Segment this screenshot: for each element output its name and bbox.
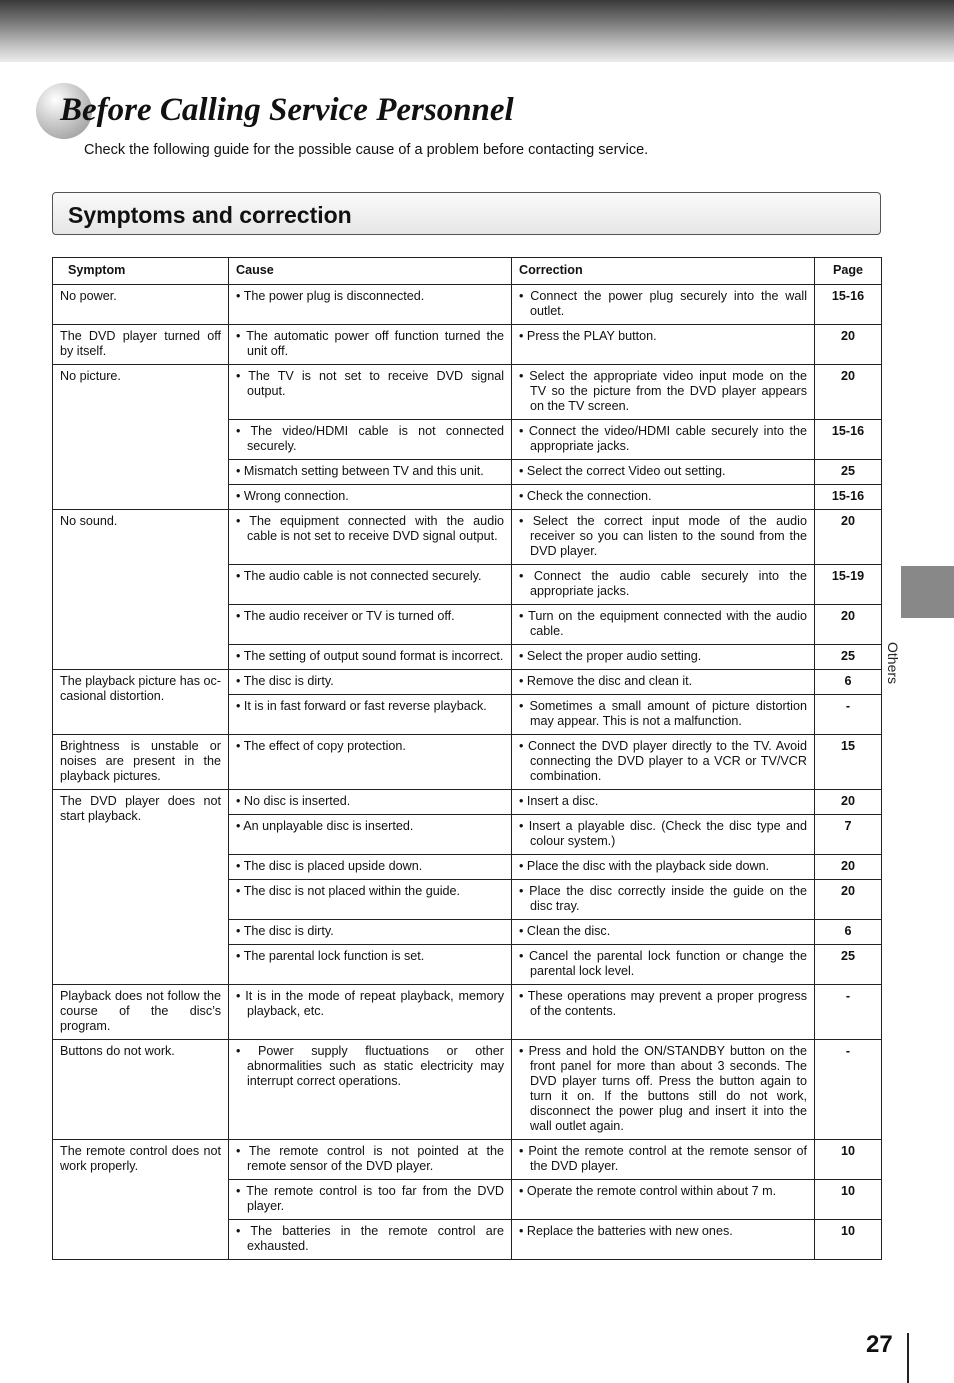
correction-text: • Insert a playable disc. (Check the disc type and colour system.): [519, 819, 807, 849]
cause-text: • The batteries in the remote control are exhausted.: [236, 1224, 504, 1254]
page-ref-cell: 15-16: [815, 485, 882, 510]
correction-cell: [512, 605, 815, 645]
cause-cell: [229, 420, 512, 460]
cause-cell: [229, 855, 512, 880]
correction-cell: [512, 695, 815, 735]
symptom-cell: No picture.: [53, 365, 229, 510]
page-ref-cell: 15-16: [815, 420, 882, 460]
correction-cell: [512, 880, 815, 920]
page-ref-cell: 15: [815, 735, 882, 790]
cause-text: • The remote control is not pointed at the remote sensor of the DVD player.: [236, 1144, 504, 1174]
cause-text: • Power supply fluctuations or other abnormalities such as static electricity may interrupt correct operations.: [236, 1044, 504, 1089]
cause-text: • It is in fast forward or fast reverse playback.: [236, 699, 504, 714]
correction-cell: [512, 1040, 815, 1140]
correction-cell: [512, 815, 815, 855]
cause-text: • Wrong connection.: [236, 489, 504, 504]
page-ref-cell: -: [815, 985, 882, 1040]
cause-cell: [229, 565, 512, 605]
correction-cell: [512, 790, 815, 815]
table-row: [53, 285, 882, 325]
cause-text: • The TV is not set to receive DVD signal output.: [236, 369, 504, 399]
cause-cell: [229, 695, 512, 735]
cause-text: • The automatic power off function turned the unit off.: [236, 329, 504, 359]
correction-text: • Select the correct Video out setting.: [519, 464, 807, 479]
cause-text: • The video/HDMI cable is not connected securely.: [236, 424, 504, 454]
cause-text: • An unplayable disc is inserted.: [236, 819, 504, 834]
symptom-cell: The remote control does not work properly.: [53, 1140, 229, 1260]
page-ref-cell: 25: [815, 645, 882, 670]
table-row: [53, 365, 882, 420]
table-row: [53, 510, 882, 565]
page-ref-cell: -: [815, 1040, 882, 1140]
page-ref-cell: 25: [815, 945, 882, 985]
correction-text: • Replace the batteries with new ones.: [519, 1224, 807, 1239]
cause-text: • It is in the mode of repeat playback, memory playback, etc.: [236, 989, 504, 1019]
cause-cell: [229, 510, 512, 565]
symptom-cell: The playback picture has oc-casional distortion.: [53, 670, 229, 735]
page-ref-cell: 25: [815, 460, 882, 485]
cause-text: • The disc is dirty.: [236, 674, 504, 689]
cause-text: • The effect of copy protection.: [236, 739, 504, 754]
correction-text: • Connect the power plug securely into the wall outlet.: [519, 289, 807, 319]
table-row: [53, 735, 882, 790]
table-row: [53, 1040, 882, 1140]
correction-text: • Connect the DVD player directly to the TV. Avoid connecting the DVD player to a VCR or TV/VCR combination.: [519, 739, 807, 784]
table-row: [53, 985, 882, 1040]
page-ref-cell: 20: [815, 605, 882, 645]
cause-cell: [229, 460, 512, 485]
cause-text: • The audio receiver or TV is turned off.: [236, 609, 504, 624]
correction-text: • Remove the disc and clean it.: [519, 674, 807, 689]
cause-text: • Mismatch setting between TV and this unit.: [236, 464, 504, 479]
cause-cell: [229, 645, 512, 670]
table-row: [53, 790, 882, 815]
page-ref-cell: -: [815, 695, 882, 735]
correction-cell: [512, 460, 815, 485]
correction-cell: [512, 325, 815, 365]
page-ref-cell: 10: [815, 1140, 882, 1180]
correction-cell: [512, 1180, 815, 1220]
correction-text: • Connect the video/HDMI cable securely into the appropriate jacks.: [519, 424, 807, 454]
cause-text: • No disc is inserted.: [236, 794, 504, 809]
cause-cell: [229, 880, 512, 920]
table-row: [53, 1140, 882, 1180]
correction-text: • Select the appropriate video input mode on the TV so the picture from the DVD player appears on the TV screen.: [519, 369, 807, 414]
correction-cell: [512, 945, 815, 985]
page-ref-cell: 20: [815, 510, 882, 565]
page-ref-cell: 6: [815, 920, 882, 945]
table-row: [53, 325, 882, 365]
correction-cell: [512, 985, 815, 1040]
correction-text: • Sometimes a small amount of picture distortion may appear. This is not a malfunction.: [519, 699, 807, 729]
symptom-cell: The DVD player does not start playback.: [53, 790, 229, 985]
correction-cell: [512, 485, 815, 510]
cause-cell: [229, 325, 512, 365]
symptom-cell: No sound.: [53, 510, 229, 670]
cause-cell: [229, 1140, 512, 1180]
correction-text: • Operate the remote control within about 7 m.: [519, 1184, 807, 1199]
page-ref-cell: 15-16: [815, 285, 882, 325]
troubleshooting-table: [52, 257, 882, 1260]
page-ref-cell: 10: [815, 1180, 882, 1220]
cause-cell: [229, 365, 512, 420]
correction-text: • Turn on the equipment connected with the audio cable.: [519, 609, 807, 639]
table-row: [53, 670, 882, 695]
correction-text: • Connect the audio cable securely into the appropriate jacks.: [519, 569, 807, 599]
cause-cell: [229, 920, 512, 945]
intro-text: Check the following guide for the possible cause of a problem before contacting service.: [84, 142, 649, 158]
symptom-cell: The DVD player turned off by itself.: [53, 325, 229, 365]
correction-cell: [512, 735, 815, 790]
page-ref-cell: 20: [815, 790, 882, 815]
symptom-cell: Brightness is unstable or noises are present in the playback pictures.: [53, 735, 229, 790]
section-title: Symptoms and correction: [68, 202, 352, 228]
cause-text: • The setting of output sound format is incorrect.: [236, 649, 504, 664]
cause-cell: [229, 485, 512, 510]
cause-cell: [229, 1220, 512, 1260]
page-ref-cell: 20: [815, 365, 882, 420]
symptom-cell: No power.: [53, 285, 229, 325]
correction-cell: [512, 920, 815, 945]
page-ref-cell: 10: [815, 1220, 882, 1260]
cause-text: • The disc is dirty.: [236, 924, 504, 939]
correction-text: • Press the PLAY button.: [519, 329, 807, 344]
cause-cell: [229, 1040, 512, 1140]
cause-cell: [229, 605, 512, 645]
page-ref-cell: 6: [815, 670, 882, 695]
table-body: [53, 285, 882, 1260]
page-title: Before Calling Service Personnel: [60, 92, 514, 128]
cause-text: • The disc is not placed within the guide.: [236, 884, 504, 899]
correction-text: • Check the connection.: [519, 489, 807, 504]
cause-text: • The power plug is disconnected.: [236, 289, 504, 304]
correction-text: • Select the proper audio setting.: [519, 649, 807, 664]
cause-text: • The disc is placed upside down.: [236, 859, 504, 874]
section-tab: [901, 566, 954, 618]
cause-cell: [229, 945, 512, 985]
correction-text: • Select the correct input mode of the audio receiver so you can listen to the sound from the DVD player.: [519, 514, 807, 559]
section-tab-label: Others: [885, 642, 901, 685]
correction-text: • Insert a disc.: [519, 794, 807, 809]
correction-cell: [512, 1220, 815, 1260]
correction-text: • Press and hold the ON/STANDBY button on the front panel for more than about 3 seconds. The DVD player turns off. Press the button again to turn it on. If the buttons still do not work, disconnect the power plug and insert it into the wall outlet again.: [519, 1044, 807, 1134]
correction-cell: [512, 565, 815, 605]
symptom-cell: Playback does not follow the course of the disc’s program.: [53, 985, 229, 1040]
cause-cell: [229, 735, 512, 790]
cause-text: • The audio cable is not connected securely.: [236, 569, 504, 584]
page-ref-cell: 7: [815, 815, 882, 855]
header-correction: Correction: [512, 258, 815, 285]
correction-text: • Cancel the parental lock function or change the parental lock level.: [519, 949, 807, 979]
correction-cell: [512, 645, 815, 670]
cause-text: • The equipment connected with the audio cable is not set to receive DVD signal output.: [236, 514, 504, 544]
cause-cell: [229, 285, 512, 325]
correction-text: • Place the disc with the playback side down.: [519, 859, 807, 874]
correction-cell: [512, 670, 815, 695]
correction-text: • Clean the disc.: [519, 924, 807, 939]
page-ref-cell: 15-19: [815, 565, 882, 605]
correction-text: • Place the disc correctly inside the guide on the disc tray.: [519, 884, 807, 914]
correction-text: • Point the remote control at the remote sensor of the DVD player.: [519, 1144, 807, 1174]
correction-cell: [512, 1140, 815, 1180]
page-ref-cell: 20: [815, 855, 882, 880]
header-page: Page: [815, 258, 882, 285]
header-cause: Cause: [229, 258, 512, 285]
header-band: [0, 0, 954, 62]
symptom-cell: Buttons do not work.: [53, 1040, 229, 1140]
section-header: [52, 192, 881, 235]
cause-text: • The remote control is too far from the DVD player.: [236, 1184, 504, 1214]
cause-text: • The parental lock function is set.: [236, 949, 504, 964]
correction-cell: [512, 510, 815, 565]
cause-cell: [229, 670, 512, 695]
page-number-rule: [907, 1333, 909, 1383]
correction-cell: [512, 285, 815, 325]
correction-cell: [512, 365, 815, 420]
header-symptom: Symptom: [53, 258, 229, 285]
cause-cell: [229, 790, 512, 815]
correction-cell: [512, 420, 815, 460]
correction-text: • These operations may prevent a proper progress of the contents.: [519, 989, 807, 1019]
cause-cell: [229, 985, 512, 1040]
cause-cell: [229, 815, 512, 855]
table-header-row: [53, 258, 882, 285]
cause-cell: [229, 1180, 512, 1220]
page-number: 27: [866, 1331, 893, 1358]
correction-cell: [512, 855, 815, 880]
page-ref-cell: 20: [815, 880, 882, 920]
page-ref-cell: 20: [815, 325, 882, 365]
